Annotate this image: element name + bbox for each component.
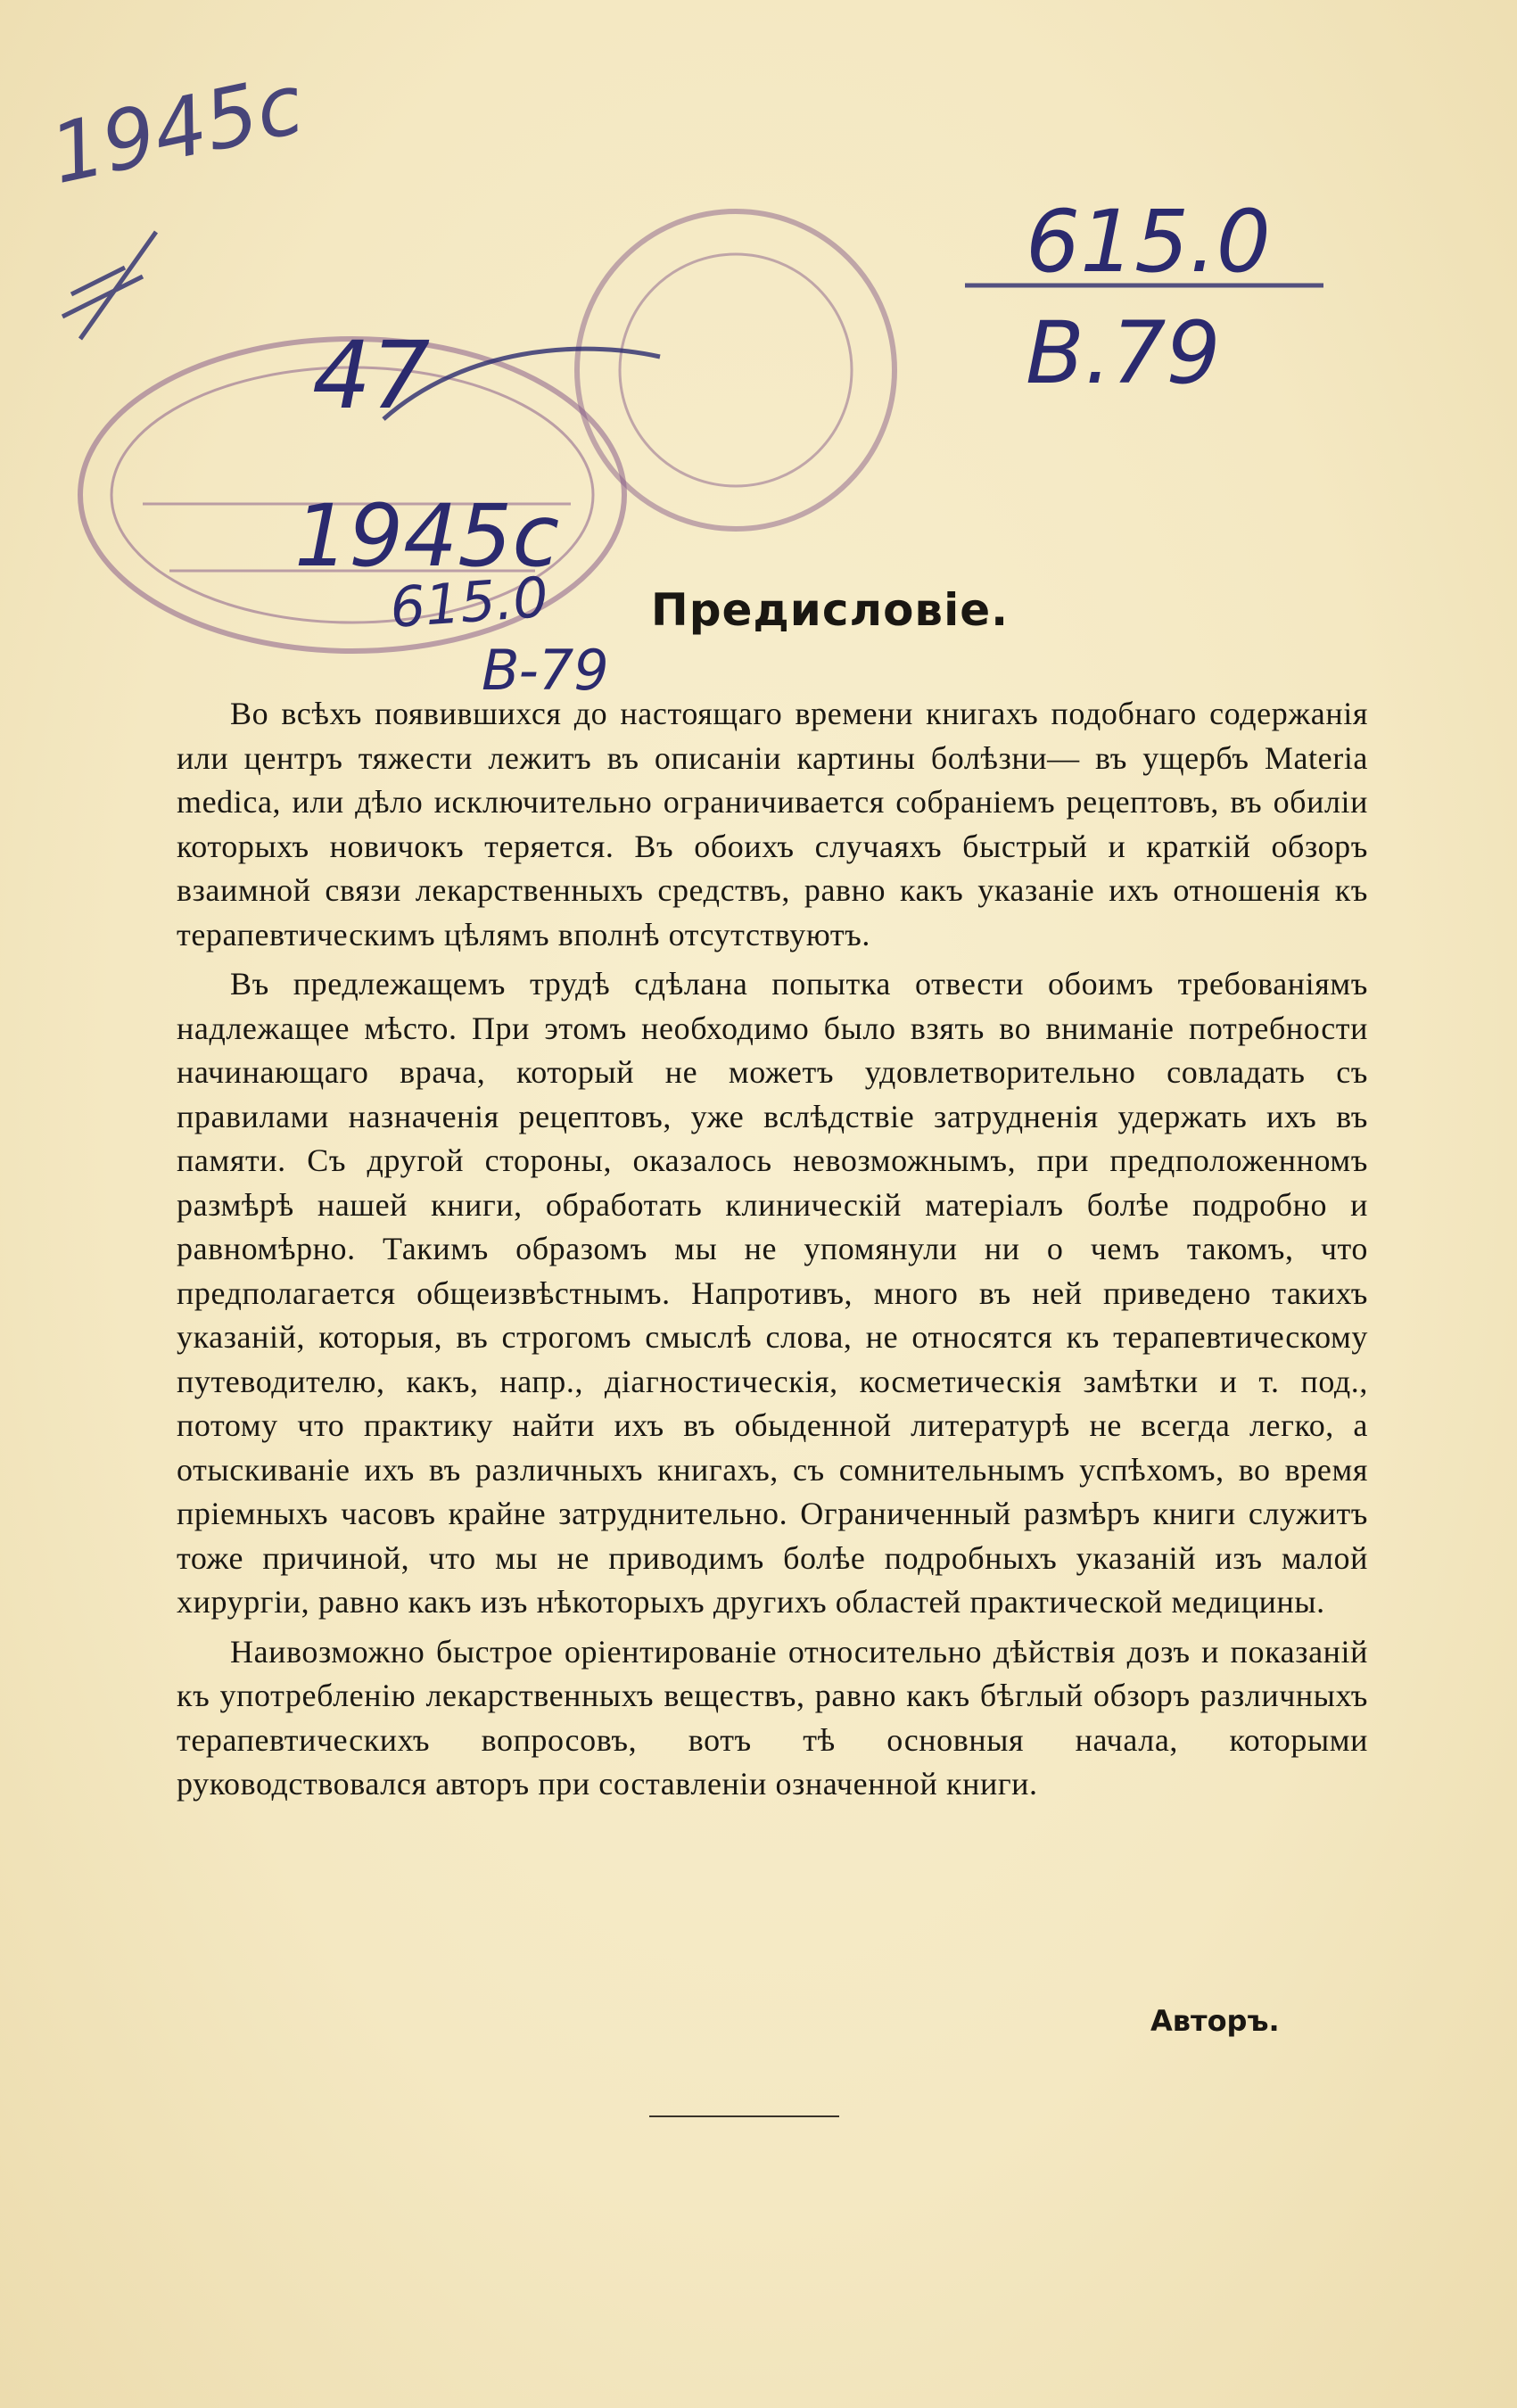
handwritten-shelf-code: 615.0 <box>1026 192 1271 292</box>
paragraph: Въ предлежащемъ трудѣ сдѣлана попытка отвести обоимъ требованіямъ надлежащее мѣсто. При этомъ необходимо было взять во вниманіе потребности начинающаго врача, который не можетъ удовлетворительно совладать съ правилами назначенія рецептовъ, уже вслѣдствіе затрудненія удержать ихъ въ памяти. Съ другой стороны, оказалось невозможнымъ, при предположенномъ размѣрѣ нашей книги, обработать клиническій матеріалъ болѣе подробно и равномѣрно. Такимъ образомъ мы не упомянули ни о чемъ такомъ, что предполагается общеизвѣстнымъ. Напротивъ, много въ ней приведено такихъ указаній, которыя, въ строгомъ смыслѣ слова, не относятся къ терапевтическому путеводителю, какъ, напр., діагностическія, косметическія замѣтки и т. под., потому что практику найти ихъ въ обыденной литературѣ не всегда легко, а отыскиваніе ихъ въ различныхъ книгахъ, съ сомнительнымъ успѣхомъ, во время пріемныхъ часовъ крайне затруднительно. Ограниченный размѣръ книги служитъ тоже причиной, что мы не приводимъ болѣе подробныхъ указаній изъ малой хирургіи, равно какъ изъ нѣкоторыхъ другихъ областей практической медицины. <box>177 966 1368 1620</box>
preface-body <box>177 692 1368 1812</box>
handwritten-code-2: 615.0 <box>387 564 551 640</box>
paragraph: Наивозможно быстрое оріентированіе относительно дѣйствія дозъ и показаній къ употребленію лекарственныхъ веществъ, равно какъ бѣглый обзоръ различныхъ терапевтическихъ вопросовъ, вотъ тѣ основныя начала, которыми руководствовался авторъ при составленіи означенной книги. <box>177 1633 1368 1802</box>
handwritten-shelf-sub: B.79 <box>1026 303 1221 403</box>
page-title: Предисловіе. <box>650 584 1010 636</box>
handwritten-inventory-number: 1945c <box>42 56 311 203</box>
paragraph: Во всѣхъ появившихся до настоящаго времени книгахъ подобнаго содержанія или центръ тяжести лежитъ въ описаніи картины болѣзни— въ ущербъ Materia medica, или дѣло исключительно ограничивается собраніемъ рецептовъ, въ обиліи которыхъ новичокъ теряется. Въ обоихъ случаяхъ быстрый и краткій обзоръ взаимной связи лекарственныхъ средствъ, равно какъ указаніе ихъ отношенія къ терапевтическимъ цѣлямъ вполнѣ отсутствуютъ. <box>177 696 1368 952</box>
round-institute-stamp <box>577 211 895 529</box>
author-signature: Авторъ. <box>1150 2004 1280 2038</box>
bottom-divider <box>649 2115 839 2117</box>
handwritten-number: 47 <box>312 321 431 430</box>
handwritten-sub-2: B-79 <box>482 638 609 703</box>
handwritten-inventory-number-2: 1945c <box>294 486 560 586</box>
